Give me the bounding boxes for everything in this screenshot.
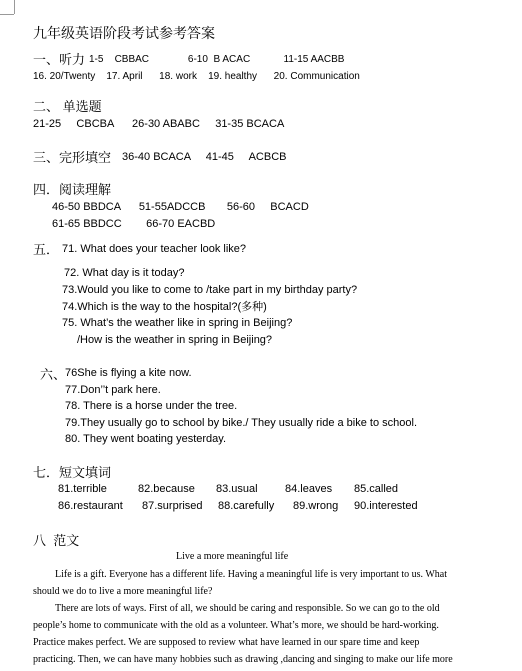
section2-label: 二、 单选题 (33, 99, 102, 114)
section6-item-79: 79.They usually go to school by bike./ They usually ride a bike to school. (65, 417, 417, 429)
section7-answer-82: 82.because (138, 483, 195, 495)
section7-label: 七．短文填词 (33, 465, 112, 480)
section6-item-77: 77.Don’’t park here. (65, 384, 161, 396)
section7-answer-86: 86.restaurant (58, 500, 123, 512)
section7-answer-81: 81.terrible (58, 483, 107, 495)
section5-item-74: 74.Which is the way to the hospital?(多种) (62, 301, 267, 313)
section7-answer-89: 89.wrong (293, 500, 339, 512)
section4-answers-row1: 46-50 BBDCA 51-55ADCCB 56-60 BCACD (52, 201, 309, 213)
section5-item-71: 71. What does your teacher look like? (62, 243, 247, 255)
section8-label: 八 范文 (33, 533, 80, 548)
section7-answer-90: 90.interested (354, 500, 418, 512)
section7-answer-83: 83.usual (216, 483, 258, 495)
section5-item-73: 73.Would you like to come to /take part in my birthday party? (62, 284, 358, 296)
page-corner-mark-horizontal (0, 14, 14, 15)
section6-item-78: 78. There is a horse under the tree. (65, 400, 238, 412)
page-corner-mark (14, 0, 15, 14)
essay-line-4: people’s home to communicate with the old as a volunteer. What’s more, we should be hard-working. (33, 620, 439, 631)
essay-line-6: practicing. Then, we can have many hobbies such as drawing ,dancing and singing to make our life more (33, 654, 453, 665)
section6-label: 六、 (40, 367, 67, 382)
section3-answers: 36-40 BCACA 41-45 ACBCB (122, 151, 287, 163)
section1-answers-row1: 1-5 CBBAC 6-10 B ACAC 11-15 AACBB (89, 54, 345, 65)
section7-answer-84: 84.leaves (285, 483, 333, 495)
section5-item-75: 75. What’s the weather like in spring in Beijing? (62, 317, 293, 329)
section1-label: 一、听力 (33, 52, 86, 67)
section7-answer-88: 88.carefully (218, 500, 275, 512)
essay-line-5: Practice makes perfect. We are supposed to review what have learned in our spare time and keep (33, 637, 420, 648)
essay-line-3: There are lots of ways. First of all, we should be caring and responsible. So we can go to the old (55, 603, 440, 614)
section1-answers-row2: 16. 20/Twenty 17. April 18. work 19. healthy 20. Communication (33, 71, 360, 82)
section5-item-72: 72. What day is it today? (64, 267, 185, 279)
section3-label: 三、完形填空 (33, 150, 112, 165)
essay-line-1: Life is a gift. Everyone has a different life. Having a meaningful life is very important to us. What (55, 569, 448, 580)
section5-item-75-alt: /How is the weather in spring in Beijing? (77, 334, 273, 346)
section6-item-76: 76She is flying a kite now. (65, 367, 192, 379)
section7-answer-85: 85.called (354, 483, 399, 495)
section7-answer-87: 87.surprised (142, 500, 203, 512)
document-title: 九年级英语阶段考试参考答案 (33, 25, 215, 41)
essay-line-2: should we do to live a more meaningful life? (33, 586, 213, 597)
essay-title: Live a more meaningful life (176, 551, 289, 562)
section4-label: 四．阅读理解 (33, 182, 112, 197)
section2-answers: 21-25 CBCBA 26-30 ABABC 31-35 BCACA (33, 118, 285, 130)
section4-answers-row2: 61-65 BBDCC 66-70 EACBD (52, 218, 216, 230)
section5-label: 五． (33, 242, 60, 257)
section6-item-80: 80. They went boating yesterday. (65, 433, 227, 445)
